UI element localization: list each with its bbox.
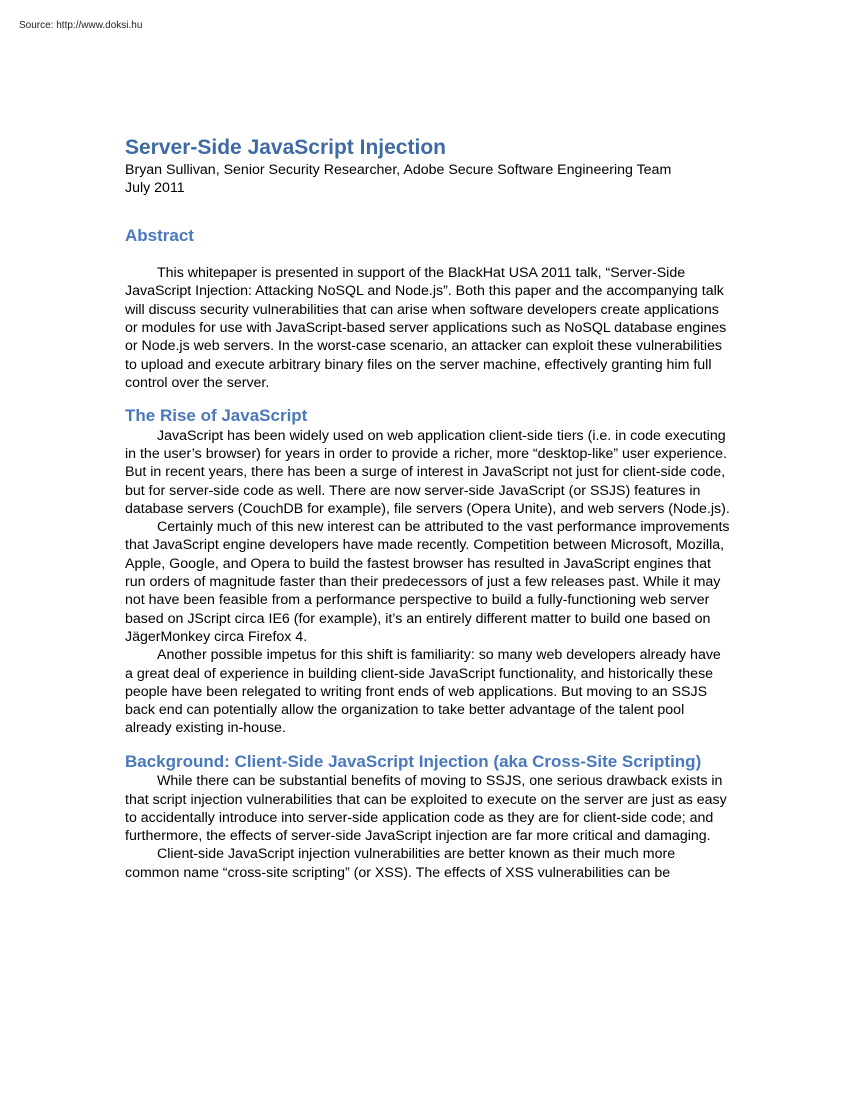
background-paragraph-1: While there can be substantial benefits of moving to SSJS, one serious drawback exists in that script injection vulnerabilities that can be exploited to execute on the server are just as easy to accidentally introduce into server-side application code as they are for client-side code; and furthermore, the effects of server-side JavaScript injection are far more critical and damaging. <box>125 773 727 845</box>
source-note: Source: http://www.doksi.hu <box>19 20 143 31</box>
rise-heading: The Rise of JavaScript <box>125 406 308 426</box>
background-paragraph-2: Client-side JavaScript injection vulnerabilities are better known as their much more common name “cross-site scripting” (or XSS). The effects of XSS vulnerabilities can be <box>125 846 676 881</box>
abstract-paragraph: This whitepaper is presented in support of the BlackHat USA 2011 talk, “Server-Side JavaScript Injection: Attacking NoSQL and Node.js”. Both this paper and the accompanying talk will discuss security vulnerabilities that can arise when software developers create applications or modules for use with JavaScript-based server applications such as NoSQL database engines or Node.js web servers. In the worst-case scenario, an attacker can exploit these vulnerabilities to upload and execute arbitrary binary files on the server machine, effectively granting him full control over the server. <box>125 265 727 391</box>
rise-paragraph-3: Another possible impetus for this shift is familiarity: so many web developers already have a great deal of experience in building client-side JavaScript functionality, and historically these people have been relegated to writing front ends of web applications. But moving to an SSJS back end can potentially allow the organization to take better advantage of the talent pool already existing in-house. <box>125 647 721 737</box>
publication-date: July 2011 <box>125 180 185 197</box>
abstract-heading: Abstract <box>125 225 194 245</box>
background-heading: Background: Client-Side JavaScript Injection (aka Cross-Site Scripting) <box>125 751 702 771</box>
page-title: Server-Side JavaScript Injection <box>125 136 446 159</box>
document-page <box>125 135 730 882</box>
rise-paragraph-1: JavaScript has been widely used on web application client-side tiers (i.e. in code executing in the user’s browser) for years in order to provide a richer, more “desktop-like” user experience. But in recent years, there has been a surge of interest in JavaScript not just for client-side code, but for server-side code as well. There are now server-side JavaScript (or SSJS) features in database servers (CouchDB for example), file servers (Opera Unite), and web servers (Node.js). <box>125 427 730 517</box>
author-line: Bryan Sullivan, Senior Security Researcher, Adobe Secure Software Engineering Team <box>125 162 672 178</box>
rise-paragraph-2: Certainly much of this new interest can be attributed to the vast performance improvements that JavaScript engine developers have made recently. Competition between Microsoft, Mozilla, Apple, Google, and Opera to build the fastest browser has resulted in JavaScript engines that run orders of magnitude faster than their predecessors of just a few releases past. While it may not have been feasible from a performance perspective to build a fully-functioning web server based on JScript circa IE6 (for example), it’s an entirely different matter to build one based on JägerMonkey circa Firefox 4. <box>125 519 730 645</box>
